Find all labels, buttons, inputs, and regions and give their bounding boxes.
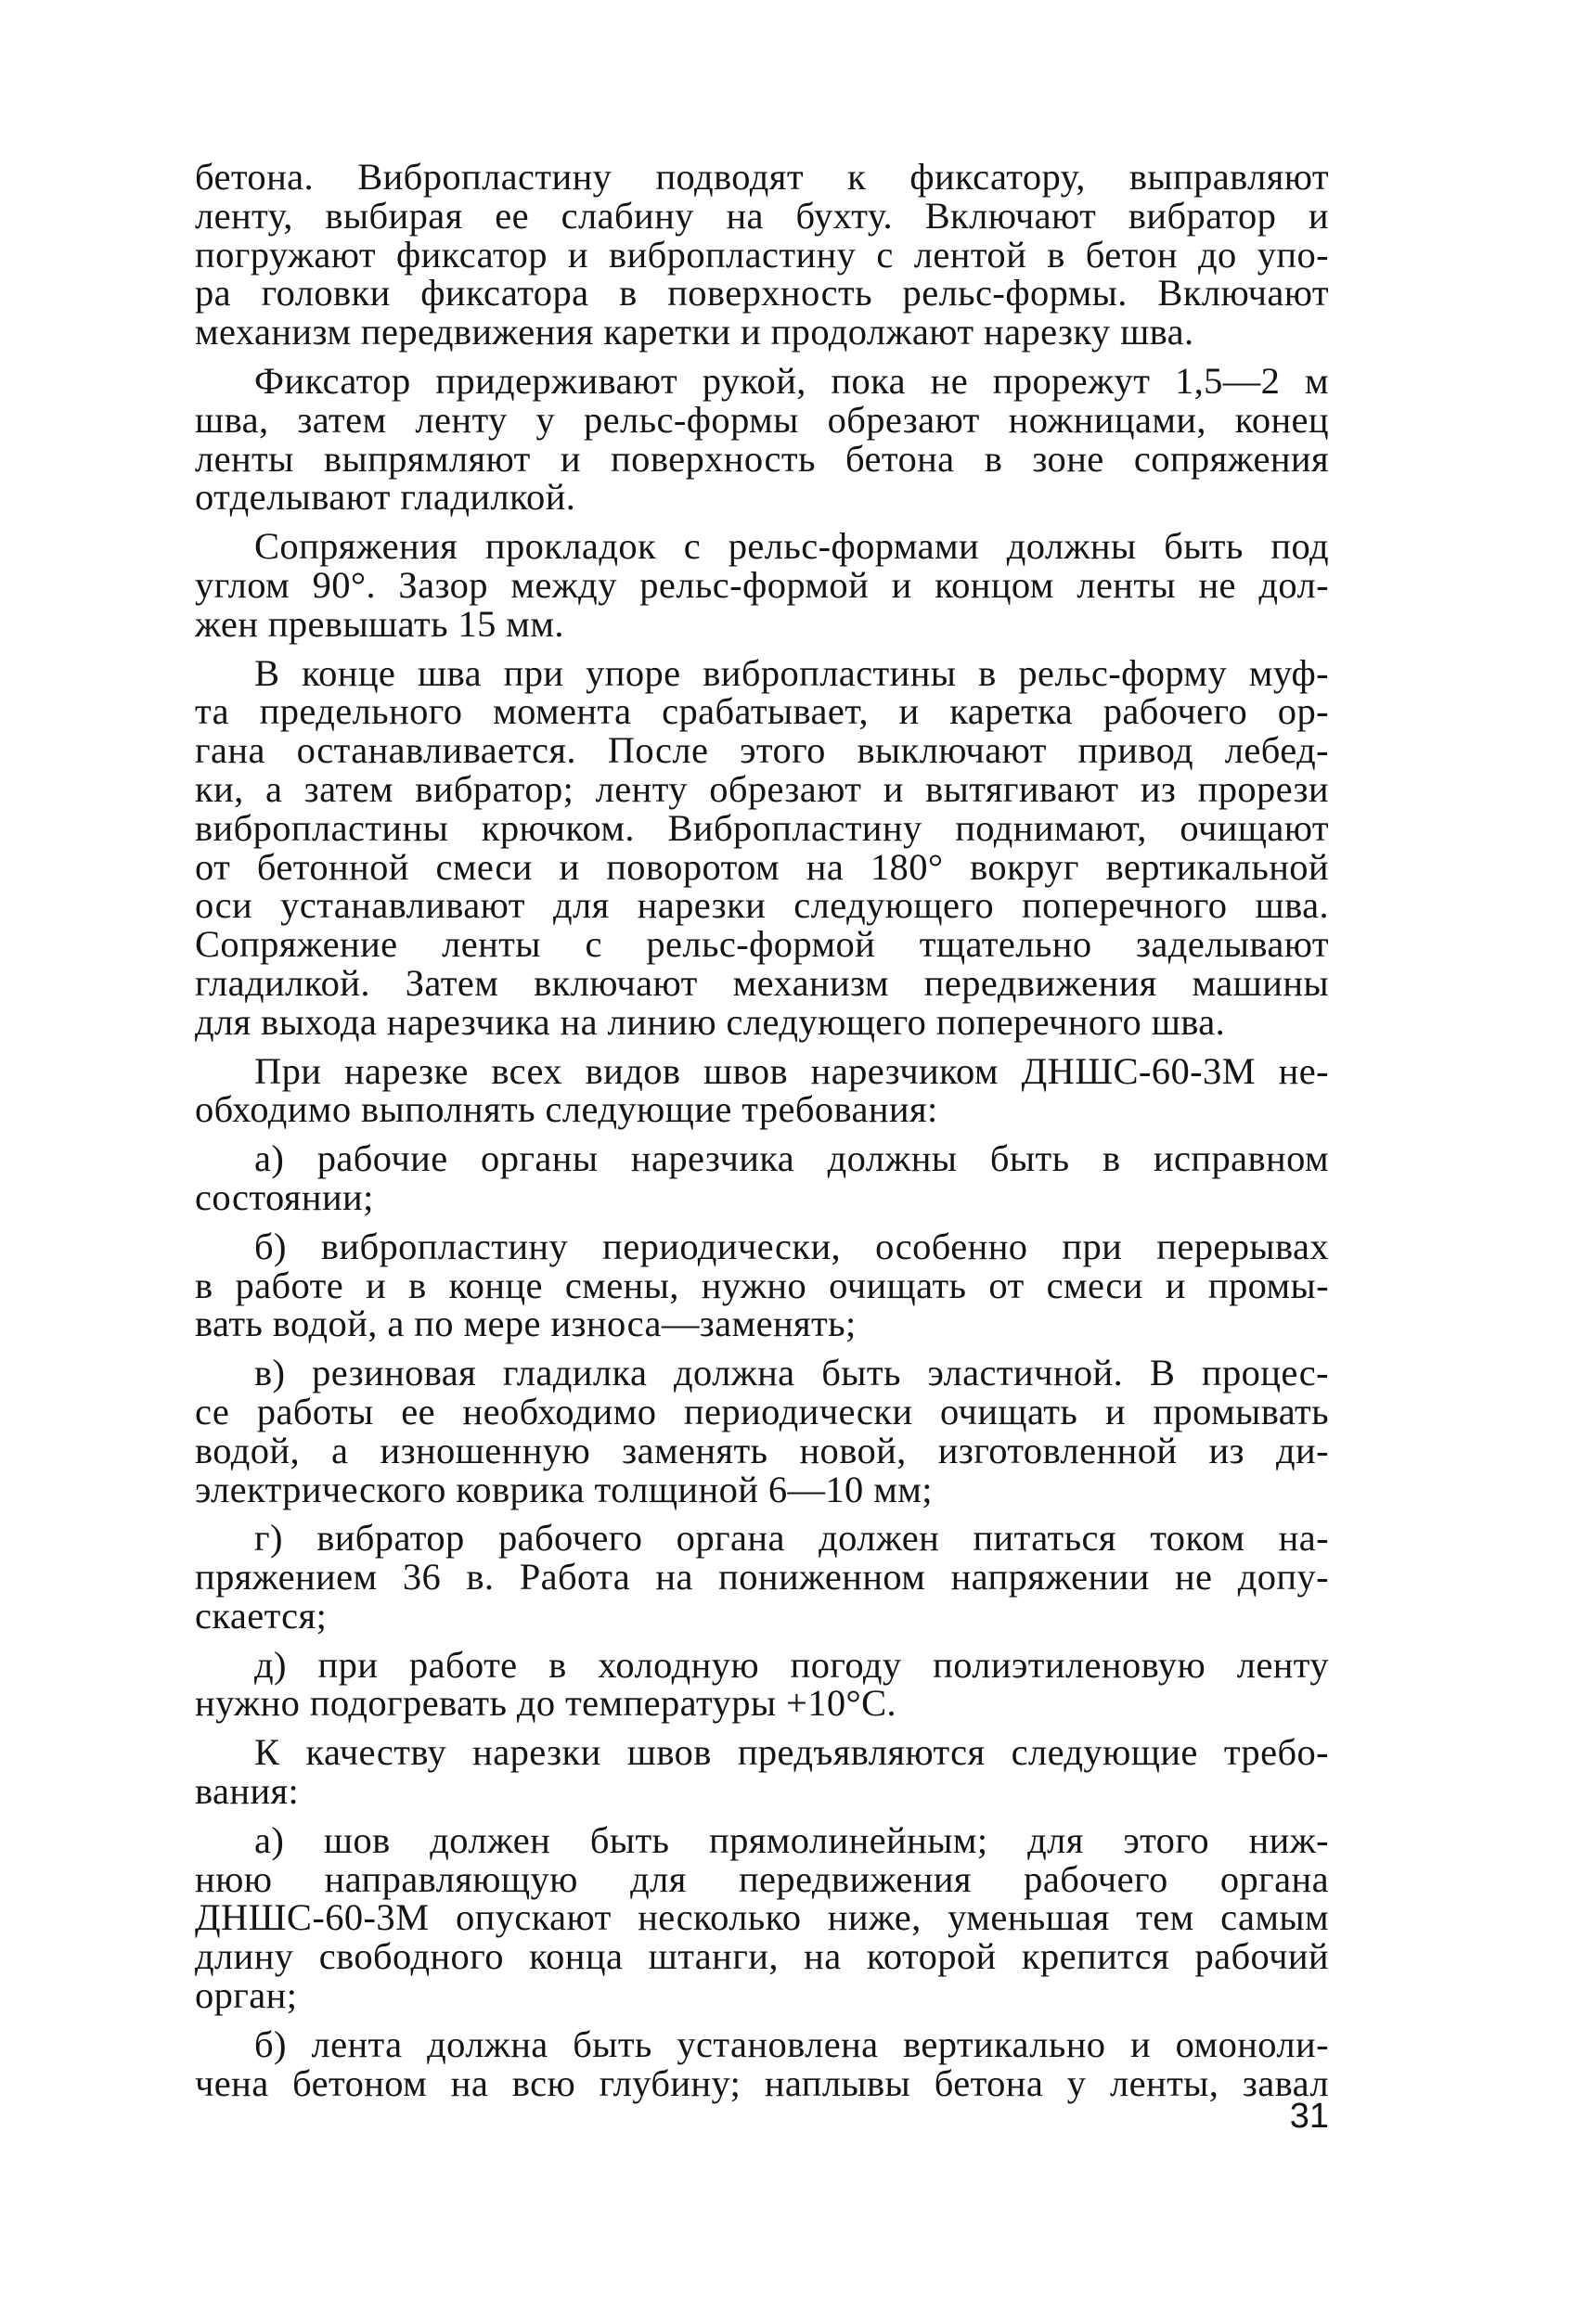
text-line: скается; [195,1594,328,1637]
text-line: ки, а затем вибратор; ленту обрезают и вытягивают из прорези [195,767,1329,810]
text-line: б) вибропластину периодически, особенно при перерывах [254,1225,1329,1267]
text-line: К качеству нарезки швов предъявляются следующие требо- [254,1731,1329,1774]
paragraph-4 [195,651,1329,1043]
text-line: электрического коврика толщиной 6—10 мм; [195,1468,933,1510]
text-line: вания: [195,1770,300,1813]
quality-item-b [195,2022,1329,2104]
text-line: углом 90°. Зазор между рельс-формой и концом ленты не дол- [195,563,1329,606]
text-line: состоянии; [195,1175,374,1218]
text-line: отделывают гладилкой. [195,476,576,519]
text-line: нюю направляющую для передвижения рабочего органа [195,1857,1329,1900]
text-line: Фиксатор придерживают рукой, пока не прорежут 1,5—2 м [254,359,1329,402]
paragraph-quality [195,1733,1329,1811]
text-line: В конце шва при упоре вибропластины в рельс-форму муф- [254,651,1329,694]
text-line: в работе и в конце смены, нужно очищать от смеси и промы- [195,1264,1329,1306]
list-item-g [195,1519,1329,1635]
text-line: При нарезке всех видов швов нарезчиком ДНШС-60-3М не- [254,1049,1329,1092]
text-line: гана останавливается. После этого выключают привод лебед- [195,729,1329,772]
page-body [195,158,1329,2102]
text-line: орган; [195,1974,298,2017]
text-line: а) шов должен быть прямолинейным; для этого ниж- [254,1818,1329,1861]
text-line: механизм передвижения каретки и продолжают нарезку шва. [195,311,1194,353]
text-line: нужно подогревать до температуры +10°С. [195,1682,897,1725]
text-line: вибропластины крючком. Вибропластину поднимают, очищают [195,806,1329,849]
text-line: от бетонной смеси и поворотом на 180° вокруг вертикальной [195,845,1329,888]
text-line: длину свободного конца штанги, на которой крепится рабочий [195,1935,1329,1978]
quality-item-a [195,1818,1329,2017]
text-line: ленту, выбирая ее слабину на бухту. Включают вибратор и [195,194,1329,237]
text-line: пряжением 36 в. Работа на пониженном напряжении не допу- [195,1556,1329,1599]
paragraph-3 [195,527,1329,643]
text-line: вать водой, а по мере износа—заменять; [195,1303,857,1345]
paragraph-5 [195,1049,1329,1131]
text-line: чена бетоном на всю глубину; наплывы бетона у ленты, завал [195,2061,1329,2104]
text-line: погружают фиксатор и вибропластину с лентой в бетон до упо- [195,233,1329,276]
text-line: та предельного момента срабатывает, и каретка рабочего ор- [195,690,1329,733]
text-line: шва, затем ленту у рельс-формы обрезают ножницами, конец [195,398,1329,441]
text-line: се работы ее необходимо периодически очищать и промывать [195,1390,1329,1432]
text-line: а) рабочие органы нарезчика должны быть в исправном [254,1137,1329,1180]
list-item-d [195,1643,1329,1725]
text-line: жен превышать 15 мм. [195,602,564,645]
text-line: бетона. Вибропластину подводят к фиксатору, выправляют [195,156,1329,198]
text-line: обходимо выполнять следующие требования: [195,1088,938,1131]
text-line: г) вибратор рабочего органа должен питаться током на- [254,1517,1329,1560]
text-line: в) резиновая гладилка должна быть эластичной. В процес- [254,1352,1329,1394]
text-line: водой, а изношенную заменять новой, изготовленной из ди- [195,1429,1329,1471]
text-line: ленты выпрямляют и поверхность бетона в зоне сопряжения [195,437,1329,480]
text-line: Сопряжение ленты с рельс-формой тщательно заделывают [195,923,1329,966]
text-line: оси устанавливают для нарезки следующего поперечного шва. [195,884,1329,927]
text-line: гладилкой. Затем включают механизм передвижения машины [195,961,1329,1004]
text-line: б) лента должна быть установлена вертикально и омоноли- [254,2022,1329,2065]
text-line: для выхода нарезчика на линию следующего поперечного шва. [195,1000,1226,1043]
paragraph-2 [195,359,1329,519]
text-line: д) при работе в холодную погоду полиэтиленовую ленту [254,1643,1329,1686]
list-item-b [195,1227,1329,1343]
text-line: ДНШС-60-3М опускают несколько ниже, уменьшая тем самым [195,1896,1329,1939]
list-item-v [195,1354,1329,1509]
text-line: Сопряжения прокладок с рельс-формами должны быть под [254,525,1329,568]
text-line: ра головки фиксатора в поверхность рельс-формы. Включают [195,272,1329,315]
page-number: 31 [1289,2097,1329,2136]
list-item-a [195,1139,1329,1217]
paragraph-1 [195,158,1329,352]
